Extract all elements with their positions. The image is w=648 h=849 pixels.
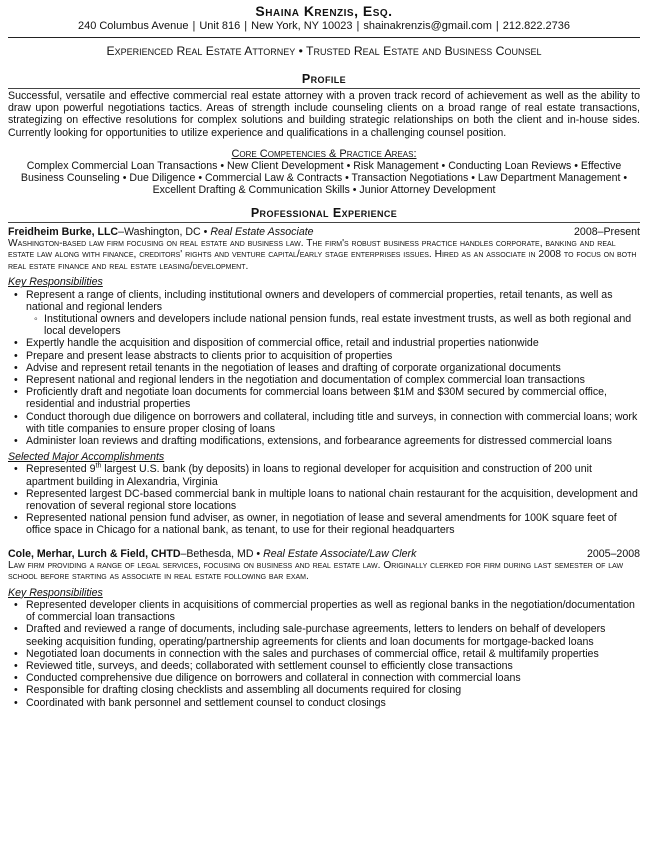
- contact-city: New York, NY 10023: [251, 20, 353, 32]
- job-dates: 2008–Present: [574, 225, 640, 238]
- responsibilities-heading: Key Responsibilities: [8, 276, 103, 289]
- list-item: • Conducted comprehensive due diligence on borrowers and collateral in connection with commercial loans: [8, 672, 640, 684]
- contact-unit: Unit 816: [199, 20, 241, 32]
- contact-line: 240 Columbus Avenue | Unit 816 | New York, NY 10023 | shainakrenzis@gmail.com | 212.822.2736: [8, 20, 640, 38]
- list-item: • Expertly handle the acquisition and disposition of commercial office, retail and industrial properties nationwide: [8, 337, 640, 349]
- list-item: ◦ Institutional owners and developers include national pension funds, real estate investment trusts, as well as both regional and local developers: [8, 313, 640, 337]
- list-item: • Represented 9th largest U.S. bank (by deposits) in loans to regional developer for acquisition and construction of 200 unit apartment building in Alexandria, Virginia: [8, 463, 640, 487]
- firm-name: Freidheim Burke, LLC: [8, 225, 119, 238]
- list-item: • Proficiently draft and negotiate loan documents for commercial loans between $1M and $30M secured by commercial office, residential and industrial properties: [8, 386, 640, 410]
- list-item: • Represented largest DC-based commercial bank in multiple loans to national chain restaurant for the acquisition, development and renovation of several regional store locations: [8, 488, 640, 512]
- accomplishments-heading: Selected Major Accomplishments: [8, 451, 165, 464]
- list-item: • Advise and represent retail tenants in the negotiation of leases and drafting of corporate organizational documents: [8, 362, 640, 374]
- experience-heading: Professional Experience: [8, 206, 640, 223]
- profile-summary: Successful, versatile and effective commercial real estate attorney with a proven track record of achievement as well as the ability to draw upon powerful negotiations tactics. Areas of strength include counseling clients on a broad range of real estate transactions, strategizing on effective resolutions for complex solutions and building strategic relationships on both the client and in-house sides. Currently looking for opportunities to utilize experience and qualifications in a challenging counsel position.: [8, 90, 640, 139]
- headline: Experienced Real Estate Attorney • Trusted Real Estate and Business Counsel: [106, 44, 542, 58]
- firm-description: Law firm providing a range of legal services, focusing on business and real estate law. Originally clerked for firm during last semester of law school before starting as associate in real estate following bar exam.: [8, 559, 624, 583]
- firm-location: –Washington, DC •: [118, 225, 211, 238]
- list-item: • Reviewed title, surveys, and deeds; collaborated with settlement counsel to efficiently close transactions: [8, 660, 640, 672]
- job-title: Real Estate Associate/Law Clerk: [263, 547, 417, 560]
- job-header: [8, 226, 640, 238]
- contact-address: 240 Columbus Avenue: [77, 20, 189, 32]
- list-item: • Represented national pension fund adviser, as owner, in negotiation of lease and several amendments for 100K square feet of office space in Chicago for a national bank, as tenant, to use for their regional headquarters: [8, 512, 640, 536]
- list-item: • Conduct thorough due diligence on borrowers and collateral, including title and surveys, in connection with commercial loans; work with title companies to ensure proper closing of loans: [8, 411, 640, 435]
- list-item: • Responsible for drafting closing checklists and assembling all documents required for closing: [8, 684, 640, 696]
- competencies-list: Complex Commercial Loan Transactions • New Client Development • Risk Management • Conducting Loan Reviews • Effective Business Counseling • Due Diligence • Commercial Law & Contracts • Transaction Negotiations • Law Department Management • Excellent Drafting & Communication Skills • Junior Attorney Development: [20, 160, 628, 197]
- list-item: • Prepare and present lease abstracts to clients prior to acquisition of properties: [8, 350, 640, 362]
- responsibilities-list: [8, 289, 640, 448]
- job-header: [8, 548, 640, 560]
- firm-location: –Bethesda, MD •: [180, 547, 264, 560]
- list-item: • Represent national and regional lenders in the negotiation and documentation of complex commercial loan transactions: [8, 374, 640, 386]
- firm-name: Cole, Merhar, Lurch & Field, CHTD: [8, 547, 181, 560]
- accomplishments-list: [8, 463, 640, 536]
- profile-heading: Profile: [8, 72, 640, 89]
- responsibilities-heading: Key Responsibilities: [8, 586, 103, 599]
- job-title: Real Estate Associate: [210, 225, 314, 238]
- list-item: • Administer loan reviews and drafting modifications, extensions, and forbearance agreements for distressed commercial loans: [8, 435, 640, 447]
- resume-page: [8, 0, 640, 709]
- competencies-heading: Core Competencies & Practice Areas:: [231, 147, 417, 160]
- responsibilities-list: [8, 599, 640, 709]
- list-item: • Drafted and reviewed a range of documents, including sale-purchase agreements, letters to lenders on behalf of developers seeking acquisition funding, operating/partnership agreements for clients and loan documents for mortgage-backed loans: [8, 623, 640, 647]
- list-item: • Represented developer clients in acquisitions of commercial properties as well as regional banks in the negotiation/documentation of commercial loan transactions: [8, 599, 640, 623]
- firm-description: Washington-based law firm focusing on real estate and business law. The firm's robust business practice handles corporate, banking and real estate law along with finance, creditors' rights and venture capital/early stage enterprises issues. Hired as an associate in 2008 to focus on both real estate finance and real estate leasing/development.: [8, 237, 637, 272]
- job-dates: 2005–2008: [586, 547, 640, 560]
- list-item: • Represent a range of clients, including institutional owners and developers of commercial properties, retail tenants, as well as national and regional lenders: [8, 289, 640, 313]
- contact-email[interactable]: shainakrenzis@gmail.com: [363, 20, 492, 32]
- list-item: • Coordinated with bank personnel and settlement counsel to conduct closings: [8, 697, 640, 709]
- candidate-name: Shaina Krenzis, Esq.: [255, 3, 393, 19]
- list-item: • Negotiated loan documents in connection with the sales and purchases of commercial office, retail & multifamily properties: [8, 648, 640, 660]
- contact-phone: 212.822.2736: [502, 20, 571, 32]
